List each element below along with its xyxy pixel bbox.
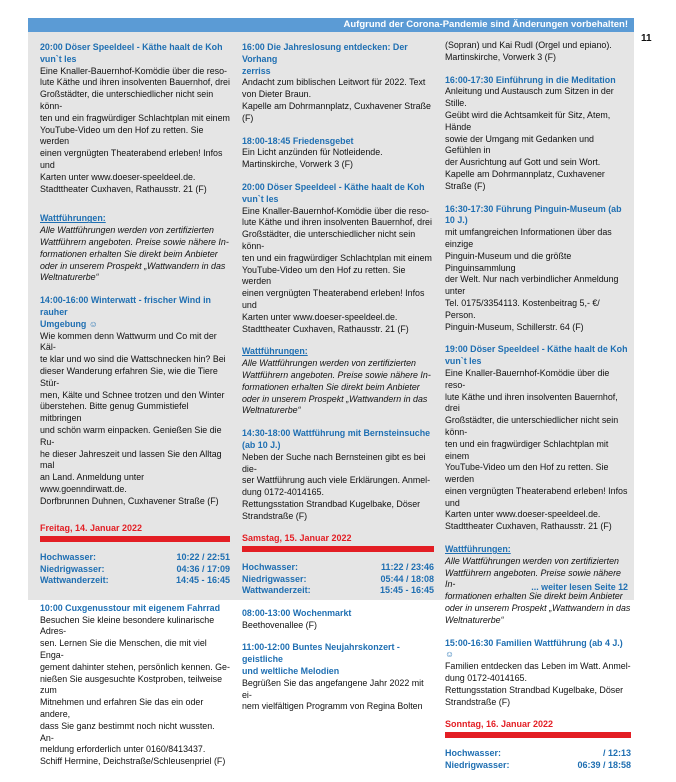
event-title: 16:00 Die Jahreslosung entdecken: Der Vorhang xyxy=(242,42,408,64)
event-text: einen vergnügten Theaterabend erleben! Infos und xyxy=(242,288,425,310)
event xyxy=(242,608,434,632)
event xyxy=(40,603,230,768)
event-text: Rettungsstation Strandbad Kugelbake, Döser xyxy=(242,498,421,509)
event-text: sen. Lernen Sie die Menschen, die mit viel Enga- xyxy=(40,638,207,660)
event-text: Anleitung und Austausch zum Sitzen in der Stille. xyxy=(445,86,614,109)
event-text: an Land. Anmeldung unter www.goenndirwatt.de. xyxy=(40,472,145,494)
tide-label: Wattwanderzeit: xyxy=(40,575,109,586)
event-text: dung 0172-4014165. xyxy=(445,673,527,684)
event xyxy=(445,204,631,334)
event-text: Kapelle am Dohrmannplatz, Cuxhavener Straße (F) xyxy=(242,100,431,123)
event-text: nem vielfältigen Programm von Regina Bolten xyxy=(242,701,423,712)
event-title: zerriss xyxy=(242,65,271,76)
tide-table xyxy=(40,552,230,587)
event-text: Eine Knaller-Bauernhof-Komödie über die reso- xyxy=(40,65,227,76)
event xyxy=(242,182,434,335)
event-text: gement dahinter stehen, persönlich kennen. Ge- xyxy=(40,661,230,672)
event-title: vun`t les xyxy=(445,356,482,367)
event-text: Großstädter, die unterschiedlicher nicht sein könn- xyxy=(242,229,416,251)
watt-text: Alle Wattführungen werden von zertifizierten xyxy=(40,225,214,236)
tide-row xyxy=(242,585,434,597)
tide-value: / 12:13 xyxy=(602,748,631,759)
watt-text: formationen erhalten Sie direkt beim Anbieter xyxy=(40,248,218,259)
watt-text: formationen erhalten Sie direkt beim Anbieter xyxy=(242,381,420,392)
event xyxy=(40,42,230,195)
event-text: Strandstraße (F) xyxy=(445,696,511,707)
event xyxy=(40,295,230,507)
event-text: Strandstraße (F) xyxy=(242,510,308,521)
watt-heading: Wattführungen: xyxy=(40,213,106,224)
tide-row xyxy=(40,552,230,564)
watt-text: Alle Wattführungen werden von zertifizierten xyxy=(445,555,619,566)
event-title: 10:00 Cuxgenusstour mit eigenem Fahrrad xyxy=(40,602,221,613)
tide-label: Hochwasser: xyxy=(242,562,299,573)
day-title: Freitag, 14. Januar 2022 xyxy=(40,523,143,534)
event-text: Besuchen Sie kleine besondere kulinarische Adres- xyxy=(40,614,215,637)
day-divider xyxy=(242,546,434,552)
event-title: 15:00-16:30 Familien Wattführung (ab 4 J.) ☺ xyxy=(445,637,623,660)
event-text: Geübt wird die Achtsamkeit für Sitz, Atem, Hände xyxy=(445,109,611,132)
tide-row xyxy=(242,574,434,586)
event-text: dieser Wanderung erfahren Sie, wie die Tiere Stür- xyxy=(40,365,218,388)
tide-row xyxy=(445,748,631,760)
event xyxy=(242,136,434,171)
event-text: YouTube-Video um den Hof zu retten. Sie werden xyxy=(445,462,609,485)
event-text: Andacht zum biblischen Leitwort für 2022. Text xyxy=(242,77,426,88)
tide-value: 04:36 / 17:09 xyxy=(176,563,230,574)
tide-row xyxy=(40,575,230,587)
event-text: von Dieter Braun. xyxy=(242,89,312,100)
day-title: Samstag, 15. Januar 2022 xyxy=(242,533,352,544)
event-text: Karten unter www.doeser-speeldeel.de. xyxy=(40,171,196,182)
event-title: 18:00-18:45 Friedensgebet xyxy=(242,135,354,146)
page-number: 11 xyxy=(641,33,652,44)
event-text: Wie kommen denn Wattwurm und Co mit der Käl- xyxy=(40,330,217,353)
event-text: Stadttheater Cuxhaven, Rathausstr. 21 (F) xyxy=(242,323,409,334)
event-text: Ein Licht anzünden für Notleidende. xyxy=(242,147,383,158)
tide-value: 05:44 / 18:08 xyxy=(380,573,434,584)
day-title: Sonntag, 16. Januar 2022 xyxy=(445,719,554,730)
event-text: Eine Knaller-Bauernhof-Komödie über die reso- xyxy=(445,367,610,390)
day-header xyxy=(445,719,631,738)
watt-heading: Wattführungen: xyxy=(242,346,308,357)
watt-text: Weltnaturerbe“ xyxy=(242,405,301,416)
event-text: Stadttheater Cuxhaven, Rathausstr. 21 (F) xyxy=(445,521,612,532)
event-text: Begrüßen Sie das angefangene Jahr 2022 mit ei- xyxy=(242,677,424,700)
tide-value: 10:22 / 22:51 xyxy=(176,552,230,563)
event xyxy=(242,428,434,522)
tide-row xyxy=(242,562,434,574)
event-text: überstehen. Bitte genug Gummistiefel mitbringen xyxy=(40,401,189,424)
event-text: mit umfangreichen Informationen über das einzige xyxy=(445,227,612,249)
watt-text: oder in unserem Prospekt „Wattwandern in das xyxy=(445,603,631,614)
event-text: ten und ein fragwürdiger Schlachtplan mit einem xyxy=(242,252,432,263)
event-text: Karten unter www.doeser-speeldeel.de. xyxy=(242,311,398,322)
watt-text: Wattführern angeboten. Preise sowie nähere In- xyxy=(40,236,229,247)
event-text: nießen Sie ausgesuchte Kostproben, teilweise zum xyxy=(40,673,223,696)
continue-reading-link[interactable]: ... weiter lesen Seite 12 xyxy=(531,582,628,592)
event-text: te klar und wo sind die Wattschnecken hin? Bei xyxy=(40,354,226,365)
tide-table xyxy=(445,748,631,771)
event-text: Schiff Hermine, Deichstraße/Schleusenpriel (F) xyxy=(40,756,226,767)
event-title: 14:30-18:00 Wattführung mit Bernsteinsuche xyxy=(242,428,431,439)
event-text: YouTube-Video um den Hof zu retten. Sie werden xyxy=(242,264,406,287)
event-text: Dorfbrunnen Duhnen, Cuxhavener Straße (F) xyxy=(40,495,219,506)
tide-value: 06:39 / 18:58 xyxy=(577,759,631,770)
event-text: Pinguin-Museum, Schillerstr. 64 (F) xyxy=(445,321,584,332)
tide-label: Wattwanderzeit: xyxy=(242,585,311,596)
event-text: Karten unter www.doeser-speeldeel.de. xyxy=(445,509,601,520)
event-title: 14:00-16:00 Winterwatt - frischer Wind in rauher xyxy=(40,295,211,317)
event-text: ten und ein fragwürdiger Schlachtplan mit einem xyxy=(40,112,230,123)
tide-row xyxy=(445,760,631,772)
event-text: Rettungsstation Strandbad Kugelbake, Döser xyxy=(445,684,624,695)
event-title: 19:00 Döser Speeldeel - Käthe haalt de Koh xyxy=(445,344,628,355)
event-title: (ab 10 J.) xyxy=(242,439,281,450)
event-text: sowie der Umgang mit Gedanken und Gefühlen in xyxy=(445,133,594,156)
watt-text: Weltnaturerbe“ xyxy=(40,272,99,283)
event-text: (Sopran) und Kai Rudl (Orgel und epiano). xyxy=(445,40,612,50)
event-text: Stadttheater Cuxhaven, Rathausstr. 21 (F) xyxy=(40,183,207,194)
event-text: dung 0172-4014165. xyxy=(242,487,324,498)
event-text: ten und ein fragwürdiger Schlachtplan mit einem xyxy=(445,438,609,461)
tide-label: Hochwasser: xyxy=(445,748,502,759)
event xyxy=(242,42,434,125)
event-text: Großstädter, die unterschiedlicher nicht sein könn- xyxy=(445,415,619,437)
watt-text: Weltnaturerbe“ xyxy=(445,614,504,625)
event-title: und weltliche Melodien xyxy=(242,665,340,676)
column-1 xyxy=(40,42,230,779)
event-text: meldung erforderlich unter 0160/8413437. xyxy=(40,744,206,755)
event-text: Martinskirche, Vorwerk 3 (F) xyxy=(445,51,556,62)
event-text: Großstädter, die unterschiedlicher nicht sein könn- xyxy=(40,89,214,111)
event-text: dass Sie ganz bestimmt noch nicht wussten. An- xyxy=(40,720,215,743)
day-divider xyxy=(40,536,230,542)
watt-text: oder in unserem Prospekt „Wattwandern in das xyxy=(40,260,226,271)
event-text: der Welt. Nur nach verbindlicher Anmeldung unter xyxy=(445,274,619,297)
event-continued xyxy=(445,40,631,64)
event-text: lute Käthe und ihren insolventen Bauernhof, drei xyxy=(445,391,618,414)
event xyxy=(242,642,434,713)
event-text: Eine Knaller-Bauernhof-Komödie über die reso- xyxy=(242,205,429,216)
day-header xyxy=(242,533,434,552)
day-header xyxy=(40,523,230,542)
event-text: einen vergnügten Theaterabend erleben! Infos und xyxy=(40,148,223,170)
event xyxy=(445,638,631,709)
tide-value: 11:22 / 23:46 xyxy=(380,562,434,573)
watt-text: Alle Wattführungen werden von zertifizierten xyxy=(242,358,416,369)
watt-text: Wattführern angeboten. Preise sowie nähere In- xyxy=(242,369,431,380)
event-title: 16:30-17:30 Führung Pinguin-Museum (ab 10 J.) xyxy=(445,203,622,226)
event-text: Neben der Suche nach Bernsteinen gibt es bei die- xyxy=(242,451,426,474)
tide-label: Niedrigwasser: xyxy=(445,759,510,770)
watt-heading: Wattführungen: xyxy=(445,544,511,555)
column-3 xyxy=(445,40,631,782)
event-text: Familien entdecken das Leben im Watt. Anmel- xyxy=(445,661,631,672)
event-title: vun`t les xyxy=(40,53,77,64)
tide-label: Niedrigwasser: xyxy=(242,573,307,584)
event-text: Kapelle am Dohrmannplatz, Cuxhavener Straße (F) xyxy=(445,168,605,191)
event-title: 08:00-13:00 Wochenmarkt xyxy=(242,607,352,618)
watt-notice xyxy=(242,346,434,417)
event-title: 20:00 Döser Speeldeel - Käthe haalt de Koh xyxy=(242,181,425,192)
event-text: Pinguin-Museum und die größte Pinguinsammlung xyxy=(445,250,572,273)
event-text: und schön warm einpacken. Genießen Sie die Ru- xyxy=(40,424,222,447)
tide-value: 15:45 - 16:45 xyxy=(379,585,434,596)
event-text: men, Kälte und Schnee trotzen und den Winter xyxy=(40,389,225,400)
event-text: he dieser Jahreszeit und lassen Sie den Alltag mal xyxy=(40,448,222,471)
tide-label: Niedrigwasser: xyxy=(40,563,105,574)
watt-notice xyxy=(40,213,230,284)
watt-text: formationen erhalten Sie direkt beim Anbieter xyxy=(445,591,623,602)
event-text: Tel. 0175/3354113. Kostenbeitrag 5,- €/ Person. xyxy=(445,297,600,320)
event-text: ser Wattführung auch viele Erklärungen. Anmel- xyxy=(242,475,431,486)
watt-text: Wattführern angeboten. Preise sowie nähere In- xyxy=(445,567,621,590)
day-divider xyxy=(445,732,631,738)
event-title: 20:00 Döser Speeldeel - Käthe haalt de Koh xyxy=(40,42,223,52)
event xyxy=(445,344,631,533)
event-title: Umgebung ☺ xyxy=(40,318,98,329)
program-panel xyxy=(28,32,634,770)
event xyxy=(445,75,631,193)
corona-notice-banner: Aufgrund der Corona-Pandemie sind Änderungen vorbehalten! xyxy=(28,18,634,32)
tide-value: 14:45 - 16:45 xyxy=(175,575,230,586)
event-text: einen vergnügten Theaterabend erleben! Infos und xyxy=(445,485,628,508)
watt-text: oder in unserem Prospekt „Wattwandern in das xyxy=(242,393,428,404)
event-text: YouTube-Video um den Hof zu retten. Sie werden xyxy=(40,124,204,147)
event-text: Beethovenallee (F) xyxy=(242,619,317,630)
event-text: Martinskirche, Vorwerk 3 (F) xyxy=(242,159,353,170)
tide-table xyxy=(242,562,434,597)
event-text: lute Käthe und ihren insolventen Bauernhof, drei xyxy=(242,217,432,228)
event-text: der Ausrichtung auf Gott und sein Wort. xyxy=(445,157,601,168)
event-text: Mitnehmen und erfahren Sie das ein oder andere, xyxy=(40,697,204,719)
event-title: vun`t les xyxy=(242,193,279,204)
event-title: 11:00-12:00 Buntes Neujahrskonzert - geistliche xyxy=(242,642,400,665)
event-text: lute Käthe und ihren insolventen Bauernhof, drei xyxy=(40,77,230,88)
tide-row xyxy=(40,564,230,576)
tide-label: Hochwasser: xyxy=(40,552,97,563)
event-title: 16:00-17:30 Einführung in die Meditation xyxy=(445,74,616,85)
